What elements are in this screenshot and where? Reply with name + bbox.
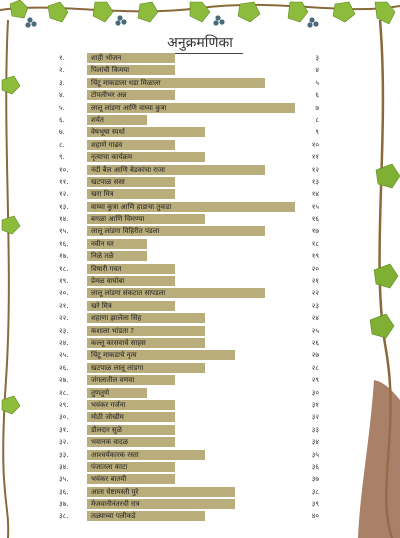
toc-number: ३४. [59, 462, 69, 471]
toc-number: ३३. [59, 450, 69, 459]
toc-title: जंगलातील वणवा [87, 375, 175, 385]
toc-row [0, 486, 400, 498]
toc-title: लालू लांडगा आणि वाघ्या कुत्रा [87, 103, 295, 113]
toc-row [0, 77, 400, 89]
toc-number: ४. [59, 91, 65, 100]
toc-title: शहाणे गाढव [87, 140, 175, 150]
toc-number: १६. [59, 239, 69, 248]
toc-number: ३. [59, 78, 65, 87]
toc-title: आश्चर्यकारक रस्ता [87, 450, 205, 460]
toc-row [0, 151, 400, 163]
toc-number: १८. [59, 264, 69, 273]
toc-page-number: २२ [311, 289, 319, 298]
toc-row [0, 89, 400, 101]
toc-number: ७. [59, 128, 65, 137]
toc-title: खरे मित्र [87, 301, 175, 311]
toc-page-number: १३ [311, 177, 319, 186]
toc-page-number: १८ [311, 239, 319, 248]
toc-title: लालू लांडगा विहिरीत पडला [87, 226, 265, 236]
toc-number: २६. [59, 363, 69, 372]
toc-title: आता चेष्टामस्ती पुरे [87, 487, 235, 497]
toc-number: ३५. [59, 475, 69, 484]
toc-number: ३१. [59, 425, 69, 434]
toc-number: २४. [59, 338, 69, 347]
toc-title: शाही भोजन [87, 53, 175, 63]
toc-title: भयानक वादळ [87, 437, 175, 447]
toc-page-number: ४ [315, 66, 319, 75]
toc-page-number: ३५ [311, 450, 319, 459]
toc-number: ८. [59, 140, 65, 149]
toc-row [0, 411, 400, 423]
toc-row [0, 374, 400, 386]
toc-number: १२. [59, 190, 69, 199]
toc-title: नृत्याचा कार्यक्रम [87, 152, 205, 162]
toc-title: तुणतुणे [87, 388, 147, 398]
toc-row [0, 201, 400, 213]
toc-row [0, 64, 400, 76]
toc-number: १९. [59, 277, 69, 286]
toc-page-number: ३६ [311, 462, 319, 471]
toc-page-number: ३ [315, 54, 319, 62]
heading-container [0, 32, 400, 54]
toc-number: ५. [59, 103, 65, 112]
toc-row [0, 362, 400, 374]
toc-row [0, 473, 400, 485]
toc-title: टोपलीभर अन्न [87, 90, 175, 100]
toc-title: पंजातला काटा [87, 462, 175, 472]
toc-row [0, 164, 400, 176]
toc-number: ३८. [59, 512, 69, 521]
toc-row [0, 387, 400, 399]
toc-page-number: २५ [311, 326, 319, 335]
toc-number: ३६. [59, 487, 69, 496]
toc-page-number: २९ [311, 376, 319, 385]
toc-number: २८. [59, 388, 69, 397]
toc-title: खटपाळ ससा [87, 177, 175, 187]
toc-page-number: ३७ [311, 475, 319, 484]
toc-number: ३२. [59, 438, 69, 447]
toc-page-number: १७ [311, 227, 319, 236]
toc-row [0, 436, 400, 448]
toc-page-number: ३३ [311, 425, 319, 434]
toc-title: नवीन घर [87, 239, 147, 249]
toc-page-number: ३२ [311, 413, 319, 422]
toc-page-number: ३८ [311, 487, 319, 496]
toc-page-number: १९ [311, 252, 319, 261]
toc-page-number: २६ [311, 338, 319, 347]
toc-page-number: २८ [311, 363, 319, 372]
toc-page-number: ८ [315, 115, 319, 124]
toc-row [0, 349, 400, 361]
page-title: अनुक्रमणिका [157, 33, 243, 54]
toc-number: २२. [59, 314, 69, 323]
toc-row [0, 498, 400, 510]
toc-title: चिंटू माकडाचे नृत्य [87, 350, 235, 360]
toc-row [0, 275, 400, 287]
toc-number: ६. [59, 115, 65, 124]
toc-title: चिंटू माकडाला धडा मिळाला [87, 78, 265, 88]
toc-number: २. [59, 66, 65, 75]
toc-page-number: १६ [311, 215, 319, 224]
toc-title: डौलदार सुळे [87, 425, 175, 435]
toc-row [0, 176, 400, 188]
toc-row [0, 126, 400, 138]
toc-page-number: ६ [315, 91, 319, 100]
toc-number: १५. [59, 227, 69, 236]
toc-row [0, 139, 400, 151]
toc-row [0, 213, 400, 225]
toc-title: शर्यत [87, 115, 147, 125]
toc-title: मोठी जोखीम [87, 412, 175, 422]
toc-title: भयंकर गर्जना [87, 400, 175, 410]
toc-page-number: १० [311, 140, 319, 149]
toc-title: कल्लू कासवाचे साहस [87, 338, 205, 348]
toc-number: ११. [59, 177, 69, 186]
toc-number: १३. [59, 202, 69, 211]
toc-row [0, 188, 400, 200]
toc-number: १०. [59, 165, 69, 174]
toc-page-number: १५ [311, 202, 319, 211]
toc-page-number: ३९ [311, 500, 319, 509]
toc-page-number: २७ [311, 351, 319, 360]
toc-title: शहाणा झालेला सिंह [87, 313, 205, 323]
toc-page-number: ९ [315, 128, 319, 137]
toc-number: २०. [59, 289, 69, 298]
toc-number: २७. [59, 376, 69, 385]
toc-title: भयंकर बातमी [87, 474, 175, 484]
toc-row [0, 114, 400, 126]
toc-page-number: २१ [311, 277, 319, 286]
toc-number: १४. [59, 215, 69, 224]
toc-page-number: ७ [315, 103, 319, 112]
toc-row [0, 312, 400, 324]
toc-title: निळे तळे [87, 251, 147, 261]
toc-row [0, 510, 400, 522]
toc-title: खटपाळ लालू लांडगा [87, 363, 205, 373]
toc-row [0, 250, 400, 262]
toc-page-number: ३४ [311, 438, 319, 447]
toc-title: लालू लांडगा संकटात सापडला [87, 288, 265, 298]
toc-row [0, 225, 400, 237]
toc-title: वाघ्या कुत्रा आणि हाडाचा तुकडा [87, 202, 295, 212]
toc-page-number: ५ [315, 78, 319, 87]
toc-title: बगळा आणि चिमण्या [87, 214, 205, 224]
toc-title: तळ्याच्या पलीकडे [87, 511, 205, 521]
toc-page-number: ४० [311, 512, 319, 521]
toc-title: प्रेमळ वाघोबा [87, 276, 175, 286]
toc-page-number: २० [311, 264, 319, 273]
toc-number: ९. [59, 153, 65, 162]
toc-row [0, 263, 400, 275]
toc-row [0, 461, 400, 473]
toc-number: १. [59, 54, 65, 62]
toc-number: ३०. [59, 413, 69, 422]
toc-title: मेजवानीनंतरची रात्र [87, 499, 235, 509]
toc-title: वेषभूषा स्पर्धा [87, 127, 205, 137]
toc-number: १७. [59, 252, 69, 261]
toc-row [0, 300, 400, 312]
toc-title: कशाला भांडता ? [87, 326, 205, 336]
toc-title: पिलांची किमया [87, 65, 175, 75]
toc-row [0, 102, 400, 114]
toc-number: २३. [59, 326, 69, 335]
toc-page-number: १२ [311, 165, 319, 174]
toc-page-number: १४ [311, 190, 319, 199]
toc-page-number: ३१ [311, 400, 319, 409]
toc-row [0, 449, 400, 461]
toc-title: नंदी बैल आणि बेडकांचा राजा [87, 165, 265, 175]
toc-list [0, 52, 400, 523]
toc-row [0, 52, 400, 64]
toc-row [0, 325, 400, 337]
toc-number: २१. [59, 301, 69, 310]
toc-row [0, 399, 400, 411]
toc-page-number: ११ [311, 153, 319, 162]
toc-title: विषारी गवत [87, 264, 175, 274]
toc-number: ३७. [59, 500, 69, 509]
toc-number: २९. [59, 400, 69, 409]
toc-page-number: २३ [311, 301, 319, 310]
toc-row [0, 424, 400, 436]
toc-page-number: २४ [311, 314, 319, 323]
toc-title: खरा मित्र [87, 189, 175, 199]
toc-row [0, 238, 400, 250]
toc-number: २५. [59, 351, 69, 360]
toc-row [0, 287, 400, 299]
toc-row [0, 337, 400, 349]
toc-page-number: ३० [311, 388, 319, 397]
